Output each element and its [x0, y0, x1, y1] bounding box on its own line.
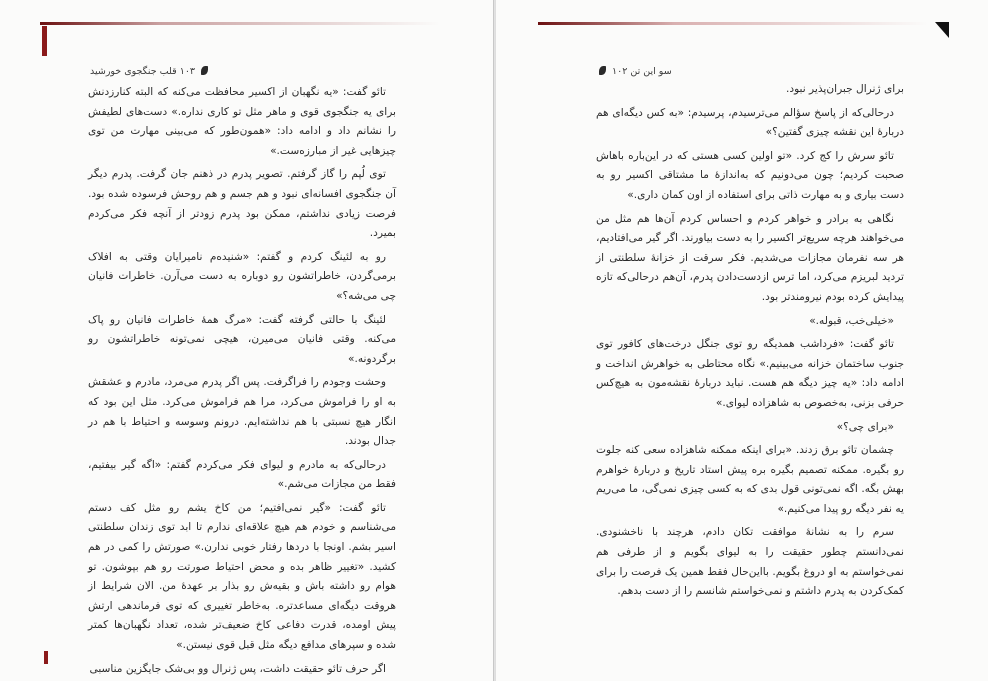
paragraph: برای ژنرال جبران‌پذیر نبود.: [785, 83, 904, 95]
paragraph: «برای چی؟»: [836, 420, 894, 433]
paragraph: درحالی‌که به مادرم و لیوای فکر می‌کردم گفتم: «اگه گیر بیفتیم، فقط من مجازات می‌شم.»: [88, 458, 396, 491]
paragraph: چشمان تائو برق زدند. «برای اینکه ممکنه شاهزاده سعی کنه جلوت رو بگیره. ممکنه تصمیم بگیره بره پیش استاد تاریخ و دربارهٔ خواهرم بهش بگه. اگه نمی‌تونی قول بدی که به کسی چیزی نمی‌گی، ما می‌ریم یه نفر دیگه رو پیدا می‌کنیم.»: [596, 444, 904, 515]
paragraph: لئینگ با حالتی گرفته گفت: «مرگ همهٔ خاطرات فانیان رو پاک می‌کنه. وقتی فانیان می‌میرن، هیچی نمی‌تونه خاطراتشون رو برگردونه.»: [88, 313, 396, 365]
leaf-icon: [201, 66, 208, 75]
running-header: [596, 66, 896, 77]
body-text: [596, 80, 904, 606]
page-edge-line: [40, 22, 440, 25]
running-header: [90, 66, 390, 77]
page-edge-line: [538, 22, 928, 25]
paragraph: اگر حرف تائو حقیقت داشت، پس ژنرال وو بی‌شک جایگزین مناسبی: [89, 662, 386, 675]
paragraph: تائو گفت: «گیر نمی‌افتیم؛ من کاخ یشم رو مثل کف دستم می‌شناسم و خودم هم هیچ علاقه‌ای ندارم تا ابد توی زندان سلطنتی اسیر بشم. اونجا با دردها رفتار خوبی ندارن.» صورتش را کمی در هم کشید. «تغییر ظاهر بده و محض احتیاط صورتت رو هم بپوشون. تو هوام رو داشته باش و بقیه‌ش رو بذار بر عهدهٔ من. الان شرایط از هروقت دیگه‌ای مساعدتره. به‌خاطر تغییری که توی فرماندهی ارتش پیش اومده، قدرت دفاعی کاخ ضعیف‌تر شده، تعداد نگهبان‌ها کمتر شده و سپرهای مدافع دیگه مثل قبل قوی نیستن.»: [88, 501, 396, 652]
running-header-text: ۱۰۳ قلب جنگجوی خورشید: [90, 66, 196, 77]
paragraph: سرم را به نشانهٔ موافقت تکان دادم، هرچند با ناخشنودی. نمی‌دانستم چطور حقیقت را به لیوای بگویم و از طرفی هم نمی‌خواستم به او دروغ بگویم. بااین‌حال فقط همین یک فرصت را برای کمک‌کردن به پدرم داشتم و نمی‌خواستم شانسم را از دست بدهم.: [596, 526, 904, 598]
paragraph: وحشت وجودم را فراگرفت. پس اگر پدرم می‌مرد، مادرم و عشقش به او را فراموش می‌کرد، مرا هم فراموش می‌کرد. مثل این بود که انگار هیچ نسبتی با هم نداشته‌ایم. درونم وسوسه و احتیاط با هم در جدال بودند.: [88, 376, 396, 448]
paragraph: تائو سرش را کج کرد. «تو اولین کسی هستی که در این‌باره باهاش صحبت کردیم؛ چون می‌دونیم که به‌اندازهٔ ما مشتاقی اکسیر رو به دست بیاری و به مهارت ذاتی برای استفاده از اون کمان داری.»: [596, 149, 904, 201]
paragraph: توی لُپم را گاز گرفتم. تصویر پدرم در ذهنم جان گرفت. پدرم دیگر آن جنگجوی افسانه‌ای نبود و هم جسم و هم روحش فرسوده شده بود. فرصت زیادی نداشتم، ممکن بود پدرم زودتر از آنچه فکر می‌کردم بمیرد.: [88, 168, 396, 240]
page-edge-mark: [42, 26, 47, 56]
body-text: [88, 83, 396, 681]
page-edge-mark: [44, 651, 48, 664]
paragraph: تائو گفت: «یه نگهبان از اکسیر محافظت می‌کنه که البته کنارزدنش برای یه جنگجوی قوی و ماهر مثل تو کاری نداره.» دست‌های لطیفش را نشانم داد و ادامه داد: «همون‌طور که می‌بینی مهارت من توی چیزهایی غیر از مبارزه‌ست.»: [88, 86, 396, 157]
leaf-icon: [599, 66, 606, 75]
paragraph: رو به لئینگ کردم و گفتم: «شنیده‌م نامیرایان وقتی به افلاک برمی‌گردن، خاطراتشون رو دوباره به دست می‌آرن. خاطرات فانیان چی می‌شه؟»: [88, 250, 396, 302]
paragraph: تائو گفت: «فرداشب همدیگه رو توی جنگل درخت‌های کافور توی جنوب ساختمان خزانه می‌بینیم.» نگاه محتاطی به خواهرش انداخت و ادامه داد: «یه چیز دیگه هم هست. نباید دربارهٔ نقشه‌مون به هیچ‌کس حرفی بزنی، به‌خصوص به شاهزاده لیوای.»: [596, 338, 904, 409]
right-page: [496, 0, 988, 681]
paragraph: «خیلی‌خب، قبوله.»: [809, 314, 894, 327]
page-corner-mark: [935, 22, 949, 38]
running-header-text: سو این تن ۱۰۲: [612, 66, 672, 77]
paragraph: نگاهی به برادر و خواهر کردم و احساس کردم آن‌ها هم مثل من می‌خواهند هرچه سریع‌تر اکسیر را به دست بیاورند. اگر گیر می‌افتادیم، هر سه نفرمان مجازات می‌شدیم. فکر سرقت از خزانهٔ سلطنتی از تردید لبریزم می‌کرد، اما ترس ازدست‌دادن پدرم، آن‌هم درحالی‌که تازه پیدایش کرده بودم نیرومندتر بود.: [596, 212, 904, 303]
paragraph: درحالی‌که از پاسخ سؤالم می‌ترسیدم، پرسیدم: «به کس دیگه‌ای هم دربارهٔ این نقشه چیزی گفتین؟»: [596, 106, 904, 139]
